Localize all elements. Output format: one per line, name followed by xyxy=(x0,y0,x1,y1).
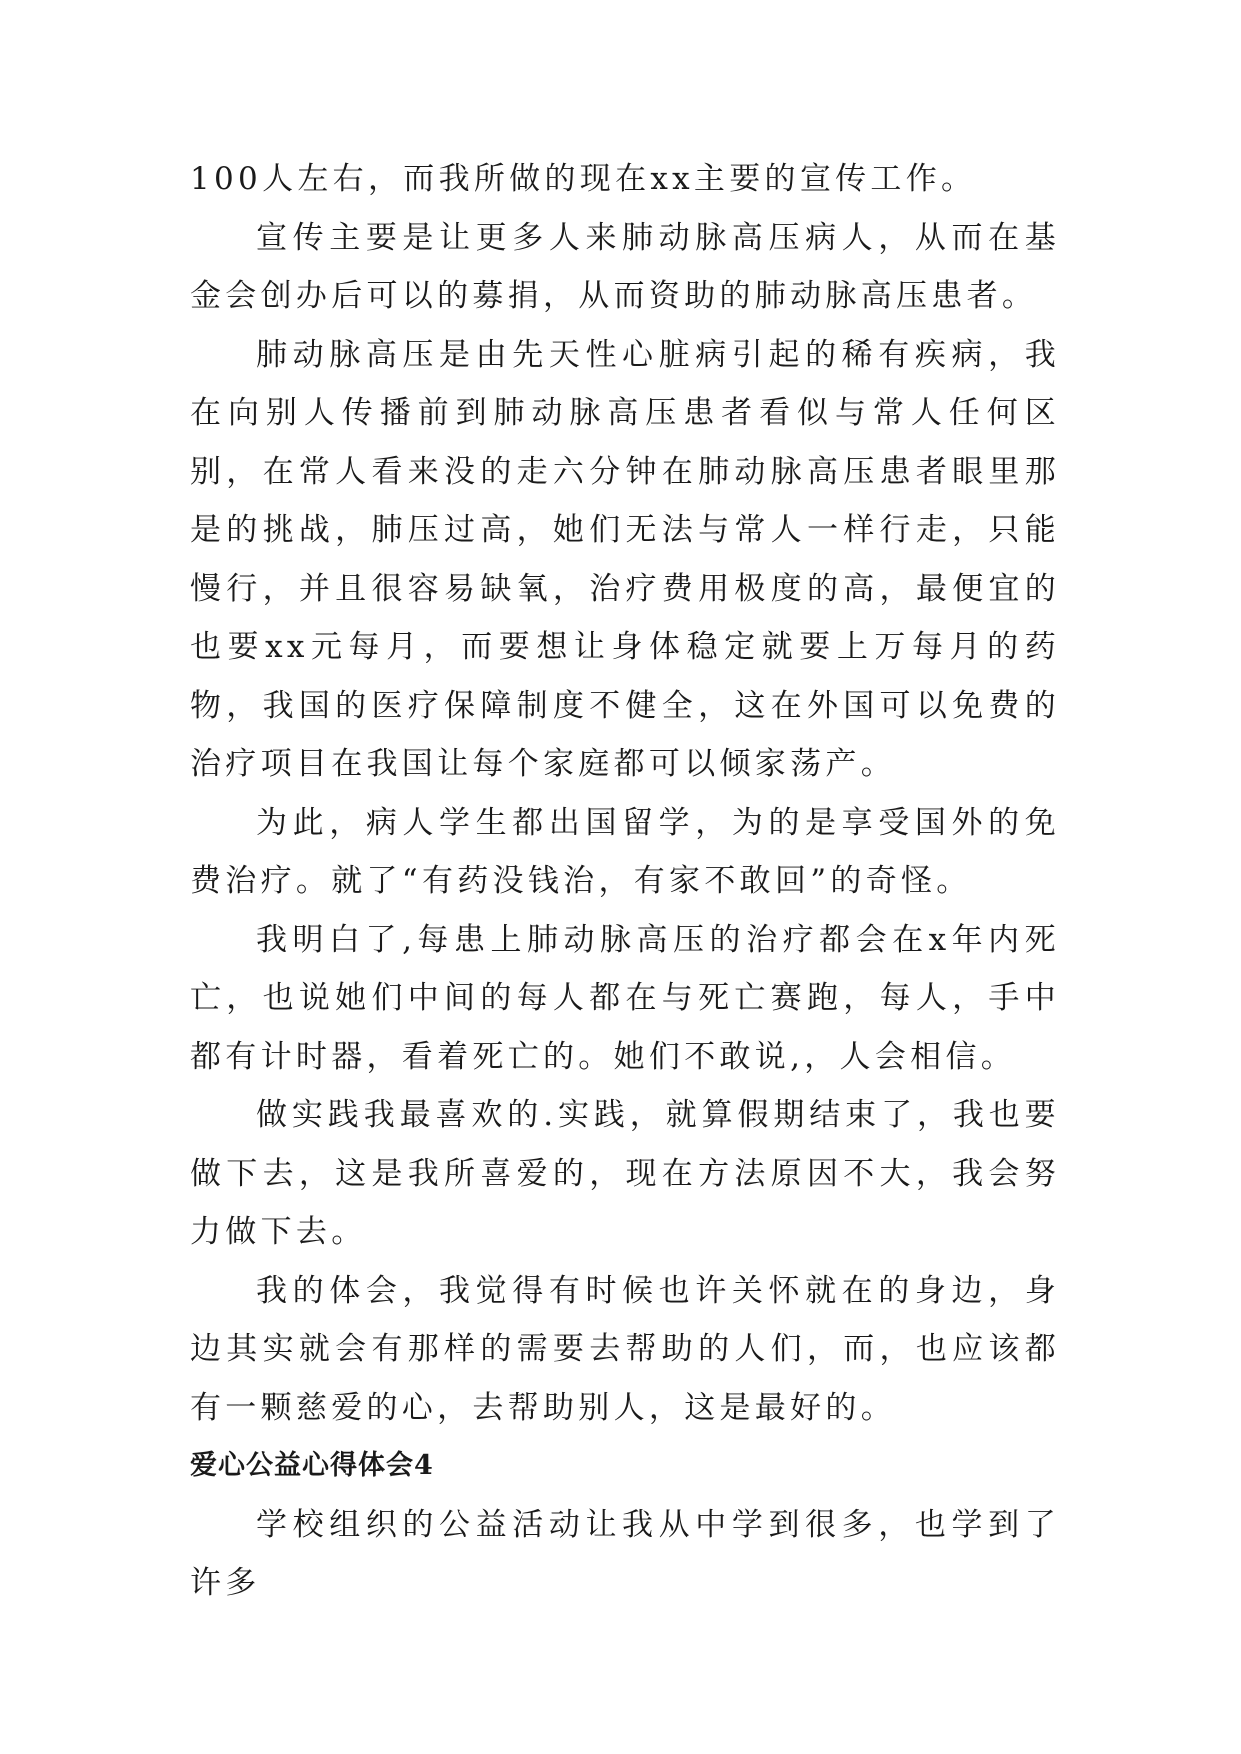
paragraph: 肺动脉高压是由先天性心脏病引起的稀有疾病，我在向别人传播前到肺动脉高压患者看似与常人任何区别，在常人看来没的走六分钟在肺动脉高压患者眼里那是的挑战，肺压过高，她们无法与常人一样行走，只能慢行，并且很容易缺氧，治疗费用极度的高，最便宜的也要xx元每月，而要想让身体稳定就要上万每月的药物，我国的医疗保障制度不健全，这在外国可以免费的治疗项目在我国让每个家庭都可以倾家荡产。 xyxy=(190,336,1060,782)
paragraph: 为此，病人学生都出国留学，为的是享受国外的免费治疗。就了“有药没钱治，有家不敢回”的奇怪。 xyxy=(190,804,1060,899)
paragraph: 学校组织的公益活动让我从中学到很多，也学到了许多 xyxy=(190,1506,1060,1601)
paragraph: 做实践我最喜欢的.实践，就算假期结束了，我也要做下去，这是我所喜爱的，现在方法原因不大，我会努力做下去。 xyxy=(190,1097,1060,1250)
paragraph: 宣传主要是让更多人来肺动脉高压病人，从而在基金会创办后可以的募捐，从而资助的肺动脉高压患者。 xyxy=(190,219,1060,314)
paragraph: 我明白了,每患上肺动脉高压的治疗都会在x年内死亡，也说她们中间的每人都在与死亡赛跑，每人，手中都有计时器，看着死亡的。她们不敢说,，人会相信。 xyxy=(190,921,1060,1075)
paragraph: 100人左右，而我所做的现在xx主要的宣传工作。 xyxy=(190,161,977,197)
section-heading: 爱心公益心得体会4 xyxy=(190,1450,434,1481)
document-body xyxy=(190,150,1060,1613)
paragraph: 我的体会，我觉得有时候也许关怀就在的身边，身边其实就会有那样的需要去帮助的人们，而，也应该都有一颗慈爱的心，去帮助别人，这是最好的。 xyxy=(190,1272,1060,1426)
